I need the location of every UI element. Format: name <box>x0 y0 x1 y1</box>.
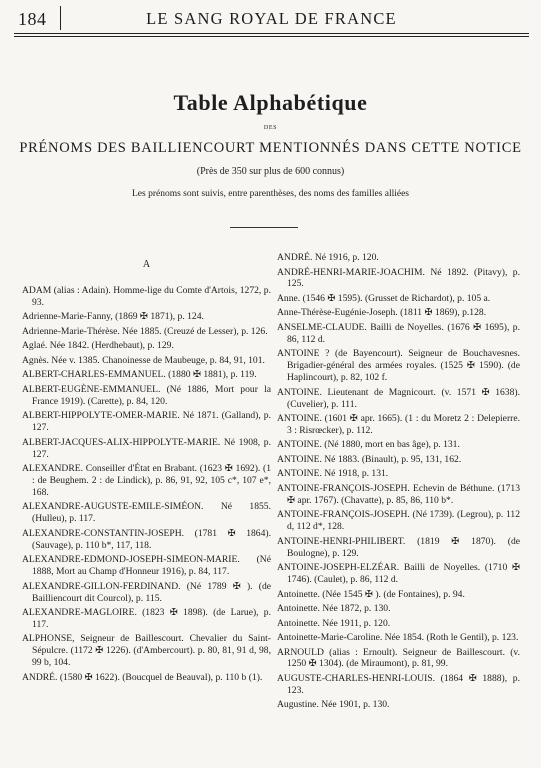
section-letter: A <box>142 259 151 270</box>
index-entry: Aglaé. Née 1842. (Herdhebaut), p. 129. <box>22 340 174 352</box>
title-connector: DES <box>263 125 278 131</box>
index-entry: ALEXANDRE. Conseiller d'État en Brabant. (1623 ✠ 1692). (1 : de Beughem. 2 : de Lindick), p. 86, 91, 92, 105 c*, 107 e*, 168. <box>22 463 271 498</box>
index-entry: ANTOINE-HENRI-PHILIBERT. (1819 ✠ 1870). (de Boulogne), p. 129. <box>277 535 520 559</box>
index-entry: Agnès. Née v. 1385. Chanoinesse de Maubeuge, p. 84, 91, 101. <box>22 354 265 366</box>
index-entry: Antoinette. Née 1872, p. 130. <box>277 603 391 615</box>
index-entry: ALEXANDRE-AUGUSTE-EMILE-SIMÉON. Né 1855. (Hulleu), p. 117. <box>22 501 271 525</box>
index-entry: ANTOINE-FRANÇOIS-JOSEPH. (Né 1739). (Legrou), p. 112 d, 112 d*, 128. <box>277 509 520 533</box>
count-note: (Près de 350 sur plus de 600 connus) <box>196 166 345 177</box>
index-entry: ANTOINE. Né 1918, p. 131. <box>277 468 389 480</box>
index-entry: ANTOINE. (1601 ✠ apr. 1665). (1 : du Moretz 2 : Delepierre. 3 : Risrœcker), p. 112. <box>277 413 520 436</box>
index-entry: Anne-Thérèse-Eugénie-Joseph. (1811 ✠ 1869), p.128. <box>277 307 487 319</box>
explanatory-note: Les prénoms sont suivis, entre parenthèses, des noms des familles alliées <box>131 189 410 199</box>
index-column-left <box>22 259 271 686</box>
title-block <box>0 90 541 200</box>
index-entry: ANDRÉ. (1580 ✠ 1622). (Boucquel de Beauval), p. 110 b (1). <box>22 671 263 683</box>
index-entry: Adrienne-Marie-Fanny, (1869 ✠ 1871), p. 124. <box>22 311 204 323</box>
index-entry: ANTOINE. Né 1883. (Binault), p. 95, 131, 162. <box>277 453 462 465</box>
index-entry: ANTOINE-FRANÇOIS-JOSEPH. Echevin de Béthune. (1713 ✠ apr. 1767). (Chavatte), p. 85, 86, 110 b*. <box>277 482 520 506</box>
index-entry: ALBERT-JACQUES-ALIX-HIPPOLYTE-MARIE. Né 1908, p. 127. <box>22 436 271 460</box>
header-rule-thin <box>14 36 529 37</box>
header-rule <box>14 33 529 34</box>
index-entry: ANTOINE-JOSEPH-ELZÉAR. Bailli de Noyelles. (1710 ✠ 1746). (Caulet), p. 86, 112 d. <box>277 562 520 586</box>
document-title: Table Alphabétique <box>173 90 368 115</box>
index-entry: Antoinette. (Née 1545 ✠ ). (de Fontaines), p. 94. <box>277 588 465 600</box>
document-subtitle: PRÉNOMS DES BAILLIENCOURT MENTIONNÉS DANS CETTE NOTICE <box>19 140 522 156</box>
index-entry: ANTOINE. Lieutenant de Magnicourt. (v. 1571 ✠ 1638). (Cuvelier), p. 111. <box>277 386 520 410</box>
index-entry: AUGUSTE-CHARLES-HENRI-LOUIS. (1864 ✠ 1888), p. 123. <box>277 672 520 696</box>
index-entry: Antoinette-Marie-Caroline. Née 1854. (Roth le Gentil), p. 123. <box>277 632 519 644</box>
index-entry: ALBERT-EUGÈNE-EMMANUEL. (Né 1886, Mort pour la France 1919). (Carette), p. 84, 120. <box>22 383 271 407</box>
index-entry: ANSELME-CLAUDE. Bailli de Noyelles. (1676 ✠ 1695), p. 86, 112 d. <box>277 321 520 345</box>
index-entry: ANDRÉ. Né 1916, p. 120. <box>277 252 379 263</box>
page-number: 184 <box>18 9 47 29</box>
index-entry: Augustine. Née 1901, p. 130. <box>277 699 390 711</box>
index-entry: ALPHONSE, Seigneur de Baillescourt. Chevalier du Saint-Sépulcre. (1172 ✠ 1226). (d'Ambercourt). p. 80, 81, 91 d, 98, 99 b, 104. <box>22 633 271 669</box>
index-entry: ANTOINE. (Né 1880, mort en bas âge), p. 131. <box>277 439 460 451</box>
index-entry: Anne. (1546 ✠ 1595). (Grusset de Richardot), p. 105 a. <box>277 292 491 304</box>
section-divider <box>230 227 298 228</box>
index-entry: Adrienne-Marie-Thérèse. Née 1885. (Creuzé de Lesser), p. 126. <box>22 325 268 337</box>
index-entry: Antoinette. Née 1911, p. 120. <box>277 617 391 629</box>
page-header <box>14 6 529 32</box>
running-title: LE SANG ROYAL DE FRANCE <box>146 9 397 28</box>
index-entry: ANTOINE ? (de Bayencourt). Seigneur de Bouchavesnes. Brigadier-général des armées royales. (1525 ✠ 1590). (de Haplincourt), p. 82, 102 f. <box>277 348 520 384</box>
index-entry: ALBERT-HIPPOLYTE-OMER-MARIE. Né 1871. (Galland), p. 127. <box>22 410 271 434</box>
index-entry: ALEXANDRE-EDMOND-JOSEPH-SIMEON-MARIE. (Né 1888, Mort au Champ d'Honneur 1916), p. 84, 117. <box>22 554 271 578</box>
index-entry: ALEXANDRE-MAGLOIRE. (1823 ✠ 1898). (de Larue), p. 117. <box>22 607 271 630</box>
index-entry: ANDRÉ-HENRI-MARIE-JOACHIM. Né 1892. (Pitavy), p. 125. <box>277 266 520 290</box>
index-entry: ADAM (alias : Adain). Homme-lige du Comte d'Artois, 1272, p. 93. <box>22 285 271 308</box>
index-entry: ARNOULD (alias : Ernoult). Seigneur de Baillescourt. (v. 1250 ✠ 1304). (de Miraumont), p. 81, 99. <box>277 646 520 670</box>
index-entry: ALEXANDRE-CONSTANTIN-JOSEPH. (1781 ✠ 1864). (Sauvage), p. 110 b*, 117, 118. <box>22 527 271 551</box>
index-entry: ALBERT-CHARLES-EMMANUEL. (1880 ✠ 1881), p. 119. <box>22 369 257 381</box>
index-column-right <box>277 252 520 714</box>
index-entry: ALEXANDRE-GILLON-FERDINAND. (Né 1789 ✠ ). (de Bailliencourt dit Courcol), p. 115. <box>22 580 271 604</box>
